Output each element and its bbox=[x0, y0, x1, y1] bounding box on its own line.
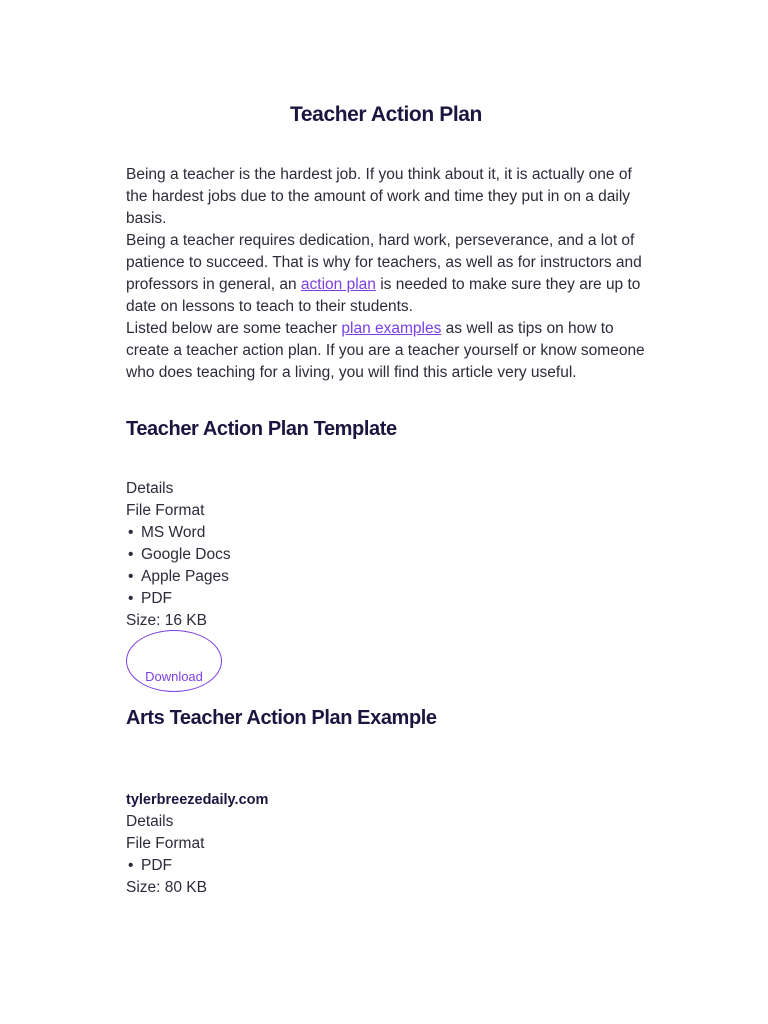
intro-text-segment: Being a teacher requires dedication, hard work, perseverance, and a lot of patience to succeed. That is why for teachers, as well as for instructors and professors in general, an bbox=[126, 232, 642, 293]
details-label: Details bbox=[126, 480, 174, 497]
intro-paragraph-2 bbox=[126, 230, 646, 318]
intro-text-segment: Listed below are some teacher bbox=[126, 320, 342, 337]
template-details bbox=[126, 478, 231, 632]
file-size: Size: 16 KB bbox=[126, 612, 207, 629]
file-size: Size: 80 KB bbox=[126, 879, 207, 896]
intro-text-segment: is needed to make sure they are up to date on lessons to teach to their students. bbox=[126, 276, 641, 315]
format-item-pdf: • PDF bbox=[126, 588, 231, 610]
format-item-pdf: • PDF bbox=[126, 855, 268, 877]
intro-paragraph-3 bbox=[126, 318, 646, 384]
details-label: Details bbox=[126, 813, 174, 830]
action-plan-link[interactable]: action plan bbox=[300, 276, 376, 293]
file-format-list bbox=[126, 522, 231, 610]
file-format-list bbox=[126, 855, 268, 877]
file-format-label: File Format bbox=[126, 835, 205, 852]
format-item-google-docs: • Google Docs bbox=[126, 544, 231, 566]
arts-details bbox=[126, 789, 268, 899]
download-button[interactable] bbox=[126, 630, 222, 692]
download-button-label: Download bbox=[145, 669, 203, 684]
intro-text bbox=[126, 164, 646, 384]
file-format-label: File Format bbox=[126, 502, 205, 519]
plan-examples-link[interactable]: plan examples bbox=[341, 320, 442, 337]
arts-section-heading: Arts Teacher Action Plan Example bbox=[126, 707, 437, 729]
page-title: Teacher Action Plan bbox=[290, 103, 482, 126]
format-item-apple-pages: • Apple Pages bbox=[126, 566, 231, 588]
format-item-ms-word: • MS Word bbox=[126, 522, 231, 544]
intro-paragraph-1: Being a teacher is the hardest job. If you think about it, it is actually one of the hardest jobs due to the amount of work and time they put in on a daily basis. bbox=[126, 166, 632, 227]
intro-text-segment: as well as tips on how to create a teacher action plan. If you are a teacher yourself or know someone who does teaching for a living, you will find this article very useful. bbox=[126, 320, 645, 381]
template-section-heading: Teacher Action Plan Template bbox=[126, 418, 397, 440]
source-site: tylerbreezedaily.com bbox=[126, 792, 269, 808]
